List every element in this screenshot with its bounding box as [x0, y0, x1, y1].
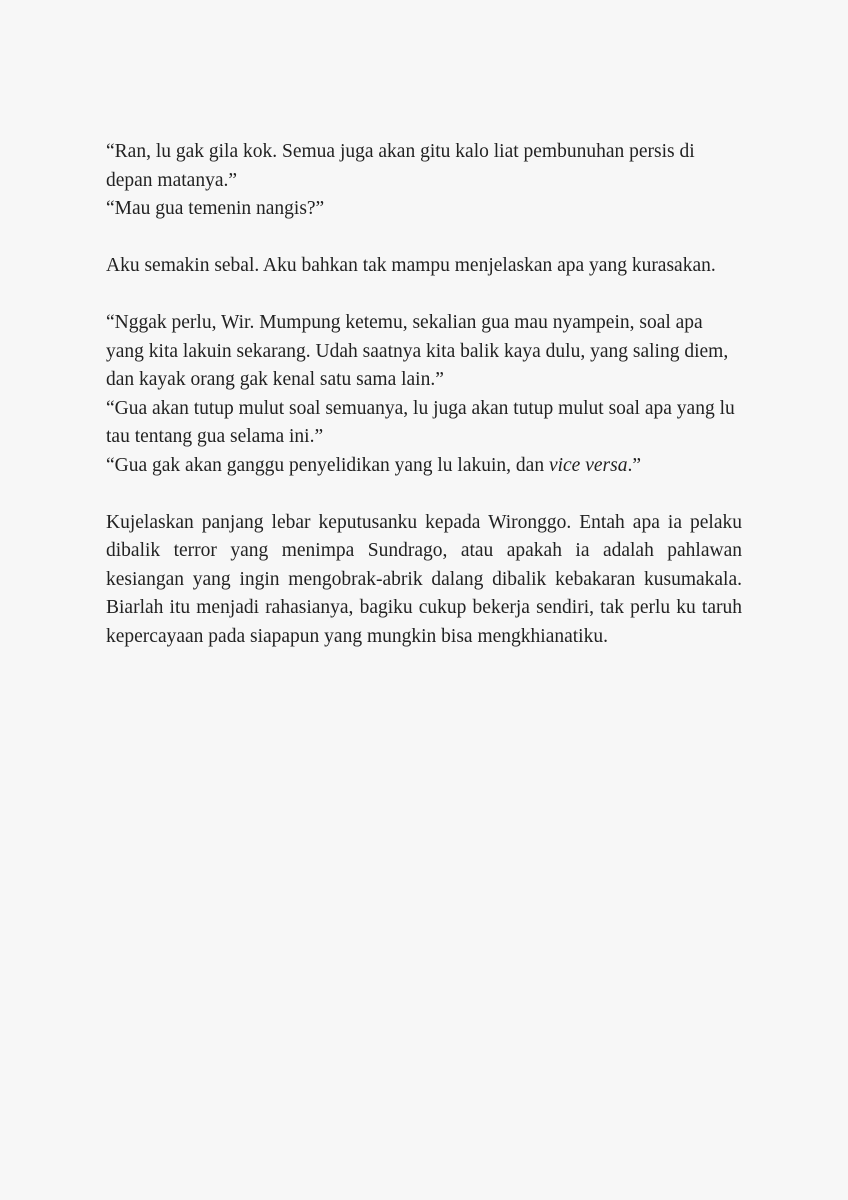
dialogue-line: “Mau gua temenin nangis?” — [106, 198, 325, 219]
dialogue-line: “Nggak perlu, Wir. Mumpung ketemu, sekalian gua mau nyampein, soal apa yang kita lakuin sekarang. Udah saatnya kita balik kaya dulu, yang saling diem, dan kayak orang gak kenal satu sama lain.” — [106, 312, 729, 390]
dialogue-line — [106, 452, 742, 481]
dialogue-paragraph-2 — [106, 309, 742, 480]
dialogue-paragraph-1 — [106, 138, 742, 224]
narration-paragraph-2: Kujelaskan panjang lebar keputusanku kepada Wironggo. Entah apa ia pelaku dibalik terror yang menimpa Sundrago, atau apakah ia adalah pahlawan kesiangan yang ingin mengobrak-abrik dalang dibalik kebakaran kusumakala. Biarlah itu menjadi rahasianya, bagiku cukup bekerja sendiri, tak perlu ku taruh kepercayaan pada siapapun yang mungkin bisa mengkhianatiku. — [106, 511, 742, 647]
dialogue-line: “Ran, lu gak gila kok. Semua juga akan gitu kalo liat pembunuhan persis di depan matanya.” — [106, 141, 695, 191]
dialogue-line-prefix: “Gua gak akan ganggu penyelidikan yang lu lakuin, dan — [106, 454, 549, 476]
narration-paragraph-1: Aku semakin sebal. Aku bahkan tak mampu menjelaskan apa yang kurasakan. — [106, 255, 716, 276]
dialogue-line-italic: vice versa — [548, 454, 628, 476]
dialogue-line-suffix: .” — [627, 454, 641, 476]
dialogue-line: “Gua akan tutup mulut soal semuanya, lu juga akan tutup mulut soal apa yang lu tau tentang gua selama ini.” — [106, 397, 735, 447]
